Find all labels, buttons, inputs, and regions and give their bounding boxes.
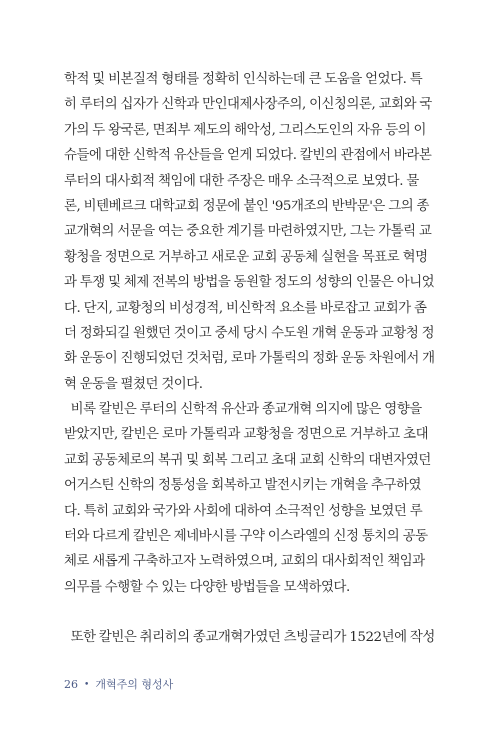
text-line: 터와 다르게 칼빈은 제네바시를 구약 이스라엘의 신정 통치의 공동 — [64, 529, 428, 545]
paragraph-2 — [64, 397, 436, 600]
text-line: 화 운동이 진행되었던 것처럼, 로마 가톨릭의 정화 운동 차원에서 개 — [64, 351, 435, 367]
text-line: 체로 새롭게 구축하고자 노력하였으며, 교회의 대사회적인 책임과 — [64, 554, 425, 570]
text-line: 받았지만, 칼빈은 로마 가톨릭과 교황청을 정면으로 거부하고 초대 — [64, 427, 429, 443]
running-title: 개혁주의 형성사 — [95, 678, 174, 691]
text-line: 혁 운동을 펼쳤던 것이다. — [64, 376, 203, 392]
footer-separator: • — [84, 680, 90, 690]
text-line: 슈들에 대한 신학적 유산들을 얻게 되었다. 칼빈의 관점에서 바라본 — [64, 148, 432, 164]
paragraph-3 — [64, 625, 436, 650]
text-line: 루터의 대사회적 책임에 대한 주장은 매우 소극적으로 보였다. 물 — [64, 173, 419, 189]
text-line: 다. 단지, 교황청의 비성경적, 비신학적 요소를 바로잡고 교회가 좀 — [64, 300, 427, 316]
text-line: 교개혁의 서문을 여는 중요한 계기를 마련하였지만, 그는 가톨릭 교 — [64, 224, 432, 240]
page-body — [64, 67, 436, 651]
paragraph-gap — [64, 600, 436, 625]
text-line: 히 루터의 십자가 신학과 만인대제사장주의, 이신칭의론, 교회와 국 — [64, 97, 432, 113]
paragraph-1 — [64, 67, 436, 397]
text-line: 어거스틴 신학의 정통성을 회복하고 발전시키는 개혁을 추구하였 — [64, 478, 421, 494]
text-line: 과 투쟁 및 체제 전복의 방법을 동원할 정도의 성향의 인물은 아니었 — [64, 275, 435, 291]
text-line: 교회 공동체로의 복귀 및 회복 그리고 초대 교회 신학의 대변자였던 — [64, 452, 431, 468]
text-line: 더 정화되길 원했던 것이고 중세 당시 수도원 개혁 운동과 교황청 정 — [64, 325, 435, 341]
text-line: 또한 칼빈은 취리히의 종교개혁가였던 츠빙글리가 1522년에 작성 — [64, 630, 435, 646]
text-line: 가의 두 왕국론, 면죄부 제도의 해악성, 그리스도인의 자유 등의 이 — [64, 122, 426, 138]
text-line: 다. 특히 교회와 국가와 사회에 대하여 소극적인 성향을 보였던 루 — [64, 503, 423, 519]
text-line: 론, 비텐베르크 대학교회 정문에 붙인 '95개조의 반박문'은 그의 종 — [64, 198, 429, 214]
text-line: 학적 및 비본질적 형태를 정확히 인식하는데 큰 도움을 얻었다. 특 — [64, 72, 423, 87]
text-line: 비록 칼빈은 루터의 신학적 유산과 종교개혁 의지에 많은 영향을 — [64, 402, 422, 418]
text-line: 의무를 수행할 수 있는 다양한 방법들을 모색하였다. — [64, 579, 350, 595]
page-number: 26 — [64, 678, 78, 691]
page-footer — [64, 676, 173, 692]
text-line: 황청을 정면으로 거부하고 새로운 교회 공동체 실현을 목표로 혁명 — [64, 249, 428, 265]
